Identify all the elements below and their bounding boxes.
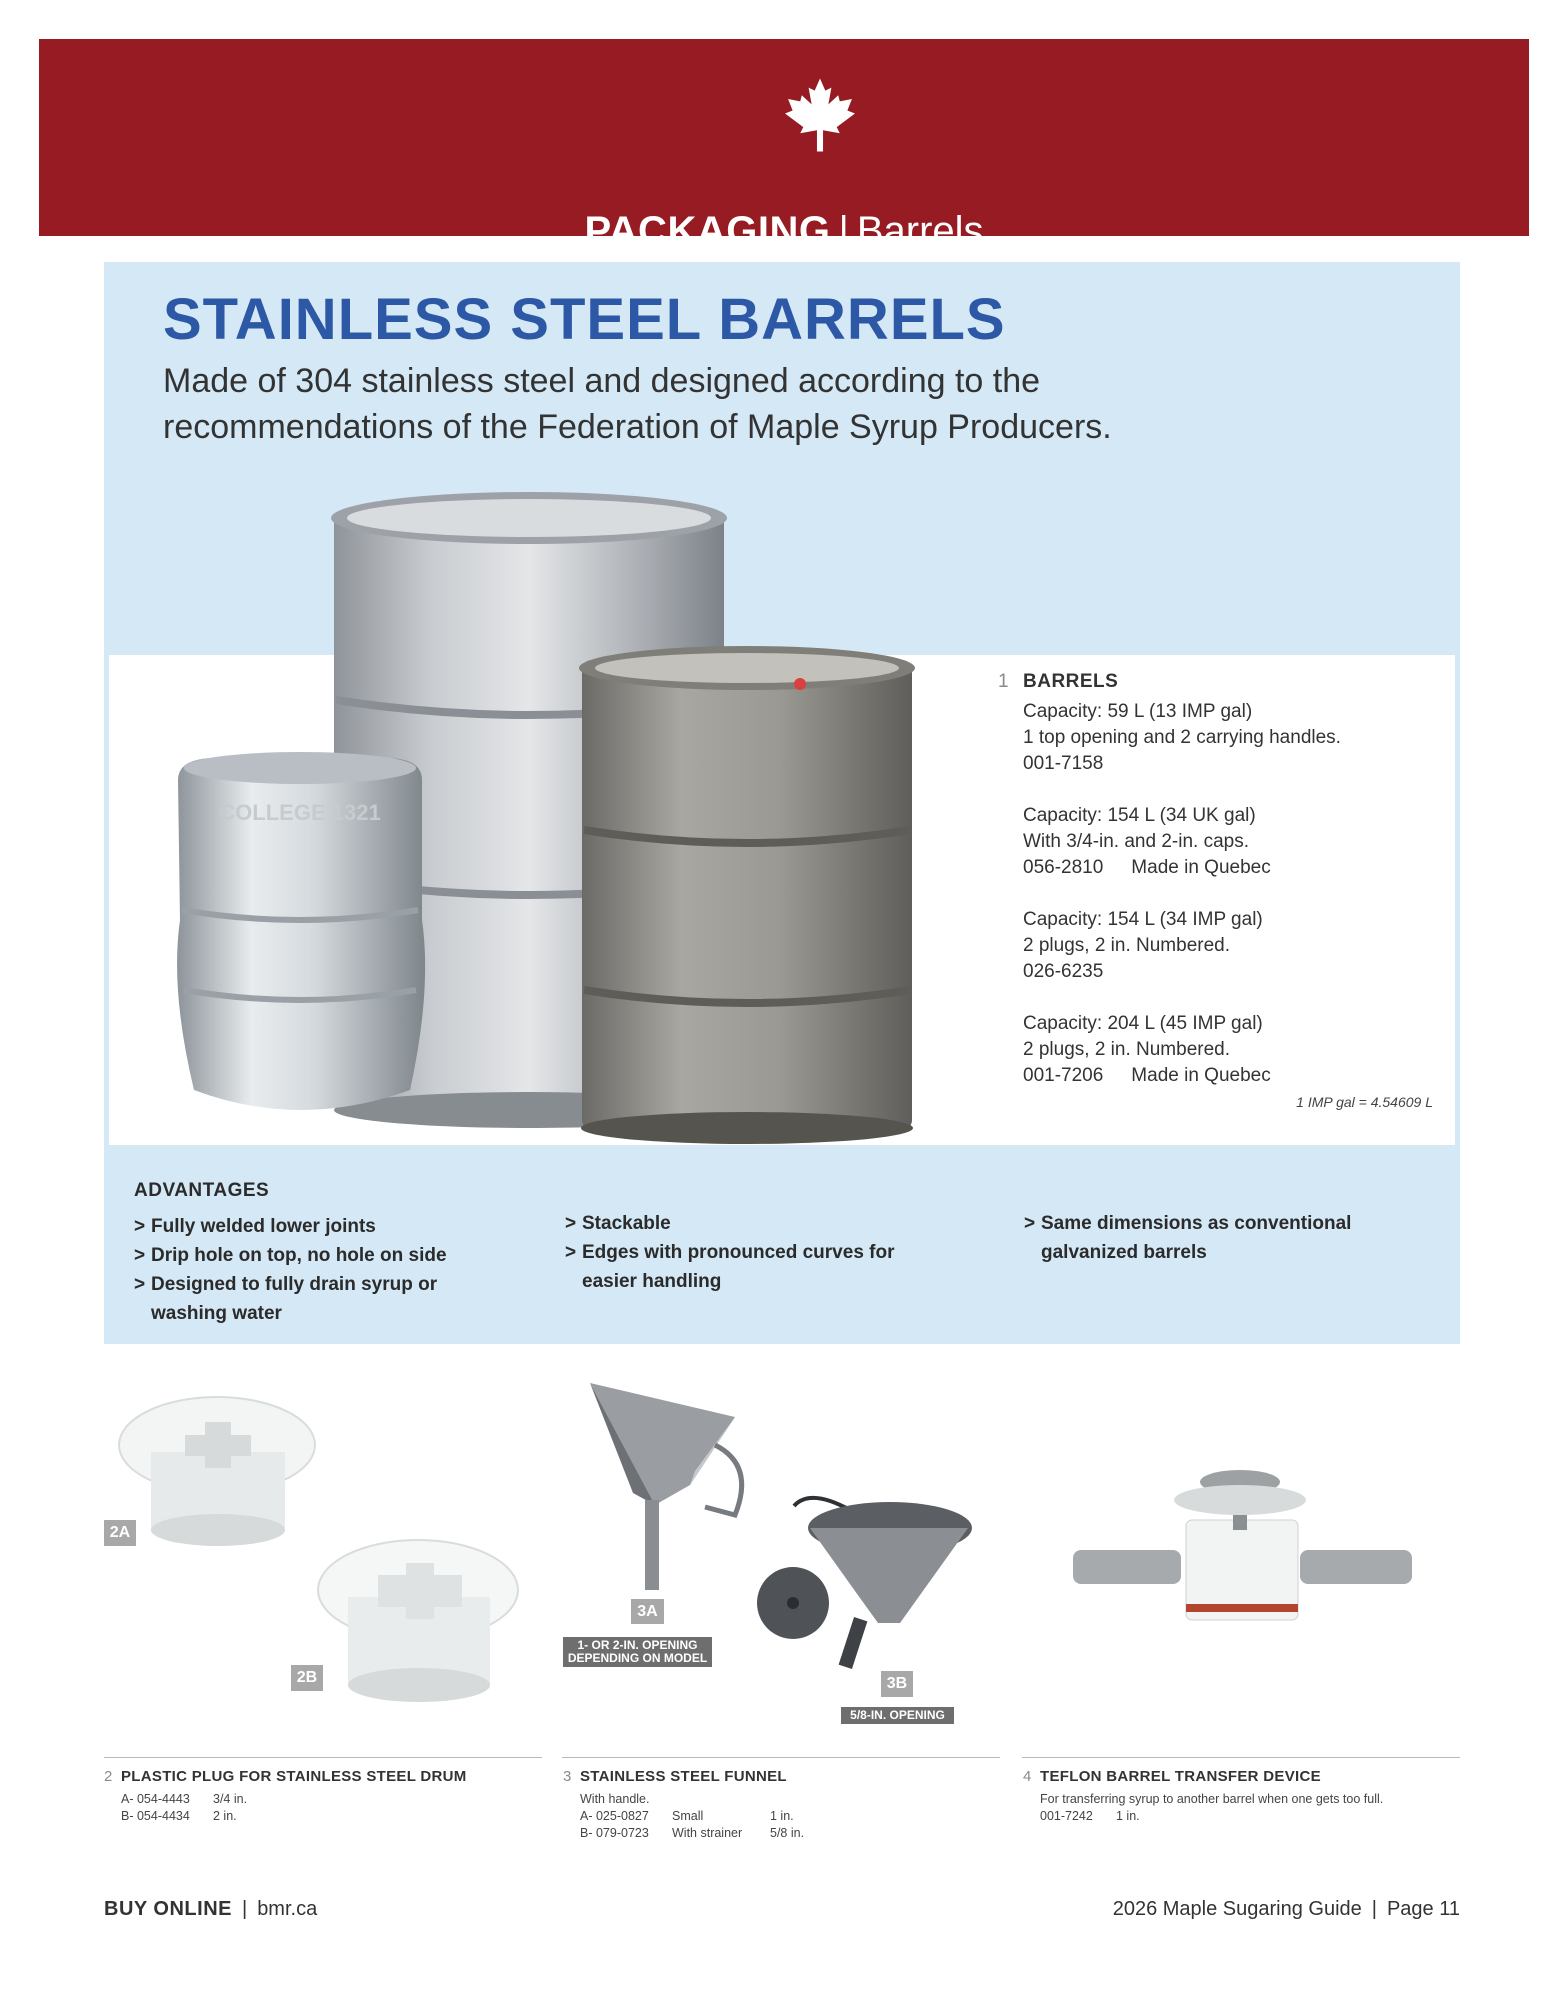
advantage-item-cont: washing water [151, 1303, 282, 1324]
spec-code: 001-7206 [1023, 1065, 1104, 1086]
page-number: Page 11 [1386, 1898, 1460, 1920]
keg-embossing: COLLEGE 1321 [219, 800, 381, 825]
advantage-item: > Stackable [565, 1213, 671, 1234]
medium-drum-image [579, 646, 915, 1144]
product-lines [580, 1791, 804, 1842]
buy-online-label: BUY ONLINE [104, 1898, 232, 1920]
divider [104, 1757, 542, 1758]
advantage-item-cont: galvanized barrels [1041, 1242, 1207, 1263]
spec-capacity: Capacity: 204 L (45 IMP gal) [1023, 1013, 1263, 1034]
advantages-heading: ADVANTAGES [134, 1180, 270, 1201]
product-intro: For transferring syrup to another barrel when one gets too full. [1040, 1792, 1384, 1806]
page-headline: STAINLESS STEEL BARRELS [163, 287, 1006, 352]
tag-2a: 2A [104, 1520, 136, 1546]
product-title: TEFLON BARREL TRANSFER DEVICE [1040, 1768, 1321, 1785]
advantage-item-cont: easier handling [582, 1271, 722, 1292]
advantage-item: > Fully welded lower joints [134, 1216, 376, 1237]
spec-detail: 2 plugs, 2 in. Numbered. [1023, 1039, 1231, 1060]
advantages-column [1024, 1209, 1424, 1267]
spec-capacity: Capacity: 154 L (34 UK gal) [1023, 805, 1256, 826]
product-line: B- 054-4434 2 in. [121, 1809, 237, 1823]
spec-capacity: Capacity: 154 L (34 IMP gal) [1023, 909, 1263, 930]
note-3b: 5/8-IN. OPENING [841, 1707, 954, 1724]
product-title: STAINLESS STEEL FUNNEL [580, 1768, 787, 1785]
tag-3b: 3B [881, 1671, 913, 1697]
product-line: A- 054-4443 3/4 in. [121, 1792, 248, 1806]
footer-page-info [1113, 1898, 1460, 1921]
divider [562, 1757, 1000, 1758]
subhead-line: Made of 304 stainless steel and designed according to the [163, 362, 1041, 400]
product-line: 001-7242 1 in. [1040, 1809, 1140, 1823]
spec-block [1023, 803, 1443, 881]
advantage-item: > Designed to fully drain syrup or [134, 1274, 438, 1295]
tag-2b: 2B [291, 1665, 323, 1691]
funnel-b-image [790, 1488, 1000, 1668]
footer-separator: | [241, 1898, 248, 1920]
header-banner [39, 39, 1529, 253]
spec-code: 026-6235 [1023, 961, 1104, 982]
item-number: 1 [998, 671, 1009, 692]
product-intro: With handle. [580, 1792, 650, 1806]
item-number: 2 [104, 1768, 113, 1785]
product-line: B- 079-0723 With strainer 5/8 in. [580, 1826, 805, 1840]
title-separator: | [838, 209, 849, 253]
product-lines [121, 1791, 247, 1825]
transfer-device-image [1068, 1460, 1418, 1640]
section-name: PACKAGING [584, 209, 831, 253]
plastic-plug-a-image [115, 1390, 325, 1550]
divider [1022, 1757, 1460, 1758]
plastic-plug-b-image [316, 1535, 526, 1705]
product-title: PLASTIC PLUG FOR STAINLESS STEEL DRUM [121, 1768, 467, 1785]
guide-name: 2026 Maple Sugaring Guide [1112, 1898, 1362, 1920]
spec-detail: 1 top opening and 2 carrying handles. [1023, 727, 1341, 748]
subsection-name: Barrels [856, 209, 984, 253]
spec-code: 001-7158 [1023, 753, 1104, 774]
funnel-a-image [585, 1375, 755, 1595]
barrels-photo [170, 490, 930, 1150]
spec-block [1023, 699, 1443, 777]
maple-leaf-icon [782, 75, 858, 155]
spec-block [1023, 907, 1443, 985]
spec-block [1023, 1011, 1443, 1089]
spec-origin: Made in Quebec [1131, 857, 1271, 878]
advantage-item: > Edges with pronounced curves for [565, 1242, 895, 1263]
spec-code: 056-2810 [1023, 857, 1104, 878]
subhead-line: recommendations of the Federation of Maple Syrup Producers. [163, 408, 1112, 446]
advantage-item: > Same dimensions as conventional [1024, 1213, 1352, 1234]
spec-origin: Made in Quebec [1131, 1065, 1271, 1086]
item-heading: BARRELS [1023, 671, 1119, 692]
spec-capacity: Capacity: 59 L (13 IMP gal) [1023, 701, 1253, 722]
advantage-item: > Drip hole on top, no hole on side [134, 1245, 447, 1266]
spec-detail: With 3/4-in. and 2-in. caps. [1023, 831, 1249, 852]
spec-detail: 2 plugs, 2 in. Numbered. [1023, 935, 1231, 956]
advantages-column [565, 1209, 925, 1296]
tag-3a: 3A [631, 1599, 664, 1624]
advantages-column [134, 1212, 494, 1328]
conversion-note: 1 IMP gal = 4.54609 L [1296, 1094, 1433, 1110]
footer-separator: | [1371, 1898, 1377, 1920]
keg-image [177, 752, 425, 1110]
item-number: 4 [1023, 1768, 1032, 1785]
footer-buy-online [104, 1898, 317, 1921]
page-subhead [163, 358, 1163, 450]
item-number: 3 [563, 1768, 572, 1785]
product-lines [1040, 1791, 1383, 1825]
website-link[interactable]: bmr.ca [257, 1898, 318, 1920]
section-title [39, 207, 1529, 255]
product-line: A- 025-0827 Small 1 in. [580, 1809, 794, 1823]
note-3a: 1- OR 2-IN. OPENING DEPENDING ON MODEL [563, 1637, 712, 1667]
